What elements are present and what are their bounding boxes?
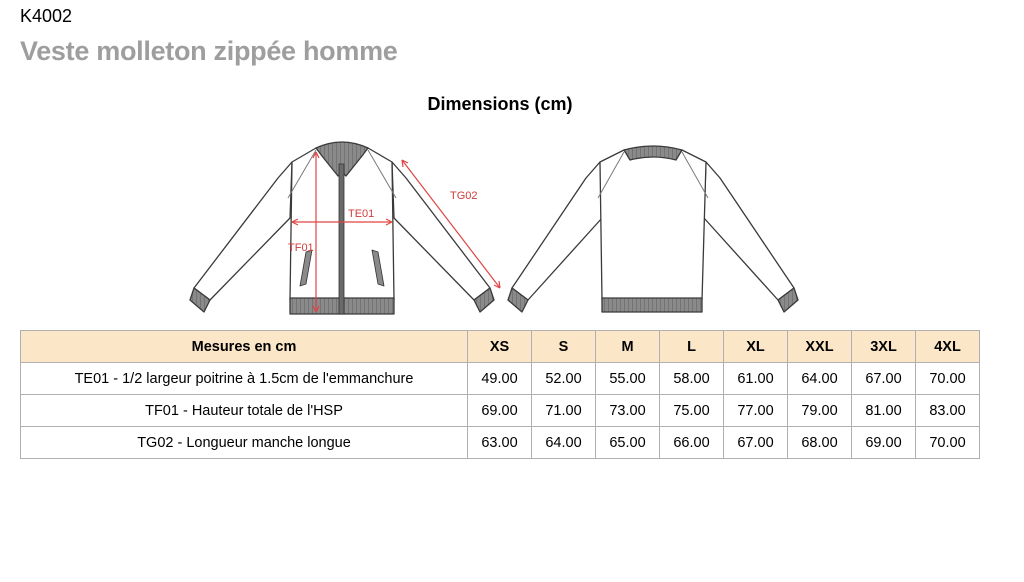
size-chart-table [20,330,980,459]
header-size-xs: XS [468,331,532,363]
table-cell: 77.00 [724,395,788,427]
jacket-front-drawing [190,142,494,314]
table-cell: 69.00 [468,395,532,427]
label-te01: TE01 [348,208,375,220]
header-size-3xl: 3XL [852,331,916,363]
label-tf01: TF01 [288,242,314,254]
header-size-xxl: XXL [788,331,852,363]
header-measures: Mesures en cm [21,331,468,363]
table-cell: 64.00 [532,427,596,459]
header-size-4xl: 4XL [916,331,980,363]
table-cell: 63.00 [468,427,532,459]
header-size-xl: XL [724,331,788,363]
table-cell: 49.00 [468,363,532,395]
table-cell: 58.00 [660,363,724,395]
table-cell: 79.00 [788,395,852,427]
table-cell: 67.00 [852,363,916,395]
table-cell: 81.00 [852,395,916,427]
dimensions-heading: Dimensions (cm) [427,94,573,114]
header-size-s: S [532,331,596,363]
jacket-back-drawing [508,146,798,312]
row-label: TG02 - Longueur manche longue [21,427,468,459]
table-cell: 52.00 [532,363,596,395]
product-reference: K4002 [20,6,73,26]
table-cell: 73.00 [596,395,660,427]
table-cell: 68.00 [788,427,852,459]
row-label: TE01 - 1/2 largeur poitrine à 1.5cm de l'emmanchure [21,363,468,395]
table-cell: 75.00 [660,395,724,427]
table-cell: 64.00 [788,363,852,395]
table-cell: 83.00 [916,395,980,427]
table-header-row [21,331,980,363]
table-cell: 61.00 [724,363,788,395]
header-size-l: L [660,331,724,363]
product-title: Veste molleton zippée homme [20,36,398,66]
label-tg02: TG02 [450,190,478,202]
table-cell: 65.00 [596,427,660,459]
header-size-m: M [596,331,660,363]
table-row [21,363,980,395]
table-row [21,427,980,459]
table-cell: 69.00 [852,427,916,459]
table-cell: 70.00 [916,427,980,459]
table-cell: 66.00 [660,427,724,459]
table-cell: 71.00 [532,395,596,427]
table-cell: 67.00 [724,427,788,459]
table-cell: 70.00 [916,363,980,395]
row-label: TF01 - Hauteur totale de l'HSP [21,395,468,427]
table-cell: 55.00 [596,363,660,395]
table-row [21,395,980,427]
jacket-illustrations [0,130,1000,325]
